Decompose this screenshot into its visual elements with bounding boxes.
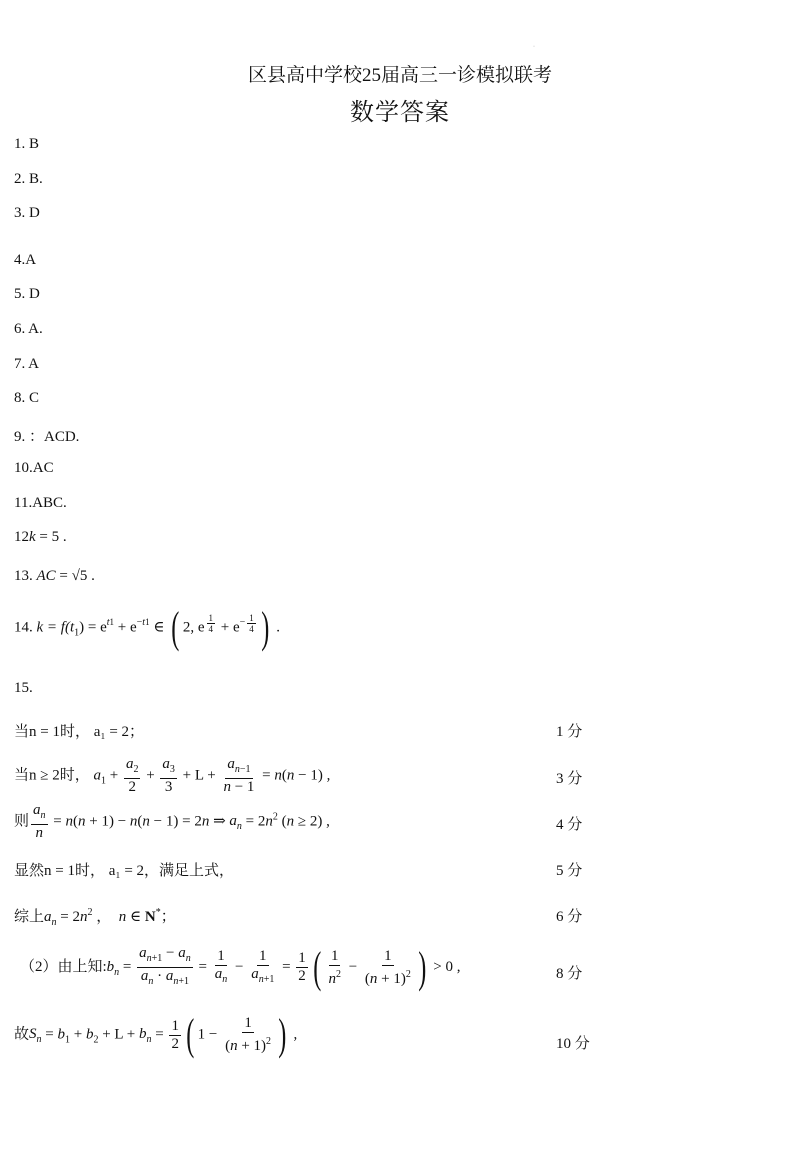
score-1: 1 分: [556, 724, 583, 740]
answer-4: 4.A: [14, 252, 37, 268]
step-1: 当n = 1时， a₁ = 2；: [14, 724, 145, 740]
answer-5: 5. D: [14, 286, 40, 302]
score-7: 10 分: [556, 1036, 590, 1052]
step-3: 则 $\frac{a_n}{n}$ = n(n + 1) − n(n − 1) = 2n ⇒ $a_n = 2n^2$ (n ≥ 2) ,: [14, 802, 330, 841]
answer-8: 8. C: [14, 390, 40, 406]
step-5: 综上$a_n = 2n^2$ ， n ∈ N*；: [14, 907, 176, 928]
answer-6: 6. A.: [14, 321, 43, 337]
exam-title: 区县高中学校25届高三一诊模拟联考: [247, 65, 552, 86]
answer-3: 3. D: [14, 205, 40, 221]
answer-13: 13. AC = √5 .: [14, 568, 95, 584]
answer-11: 11.ABC.: [14, 495, 67, 511]
answer-1: 1. B: [14, 136, 40, 152]
score-3: 4 分: [556, 817, 583, 833]
step-6: （2）由上知$:b_n$ = $\frac{a_{n+1} - a_n}{a_n \cdot a_{n+1}}$ = $\frac{1}{a_n}$ − $\frac{1}{a_{n+1}}$ = $\frac{1}{2}$ ( $\frac{1}{n^2}$ − $\frac{1}{(n + 1)^2}$ ) > 0 ,: [20, 942, 461, 992]
answer-title: 数学答案: [350, 100, 450, 126]
score-6: 8 分: [556, 966, 583, 982]
score-5: 6 分: [556, 909, 583, 925]
answer-9: 9. ：ACD.: [14, 429, 80, 445]
score-2: 3 分: [556, 771, 583, 787]
score-4: 5 分: [556, 863, 583, 879]
answer-2: 2. B.: [14, 171, 43, 187]
answer-14: 14. $k = f(t_1) = e^{t1} + e^{-t1}$ ∈ ( 2, e $^{\frac{1}{4}}$ + $e^{- \frac{1}{4}}$ ) .: [14, 603, 280, 652]
step-4: 显然n = 1时， a₁ = 2，满足上式，: [14, 863, 235, 879]
speck-mark: ·: [533, 44, 535, 50]
answer-12: 12k = 5 .: [14, 529, 67, 545]
step-2: 当n ≥ 2时， $a_1$ + $\frac{a_2}{2}$ + $\frac{a_3}{3}$ + L + $\frac{a_{n-1}}{n - 1}$ = n(n − 1) ,: [14, 756, 331, 795]
answer-15-label: 15.: [14, 680, 33, 696]
step-7: 故$S_n = b_1 + b_2 + L + b_n$ = $\frac{1}{2}$ ( 1 − $\frac{1}{(n + 1)^2}$ ) ,: [14, 1010, 298, 1059]
answer-10: 10.AC: [14, 460, 54, 476]
answer-7: 7. A: [14, 356, 40, 372]
